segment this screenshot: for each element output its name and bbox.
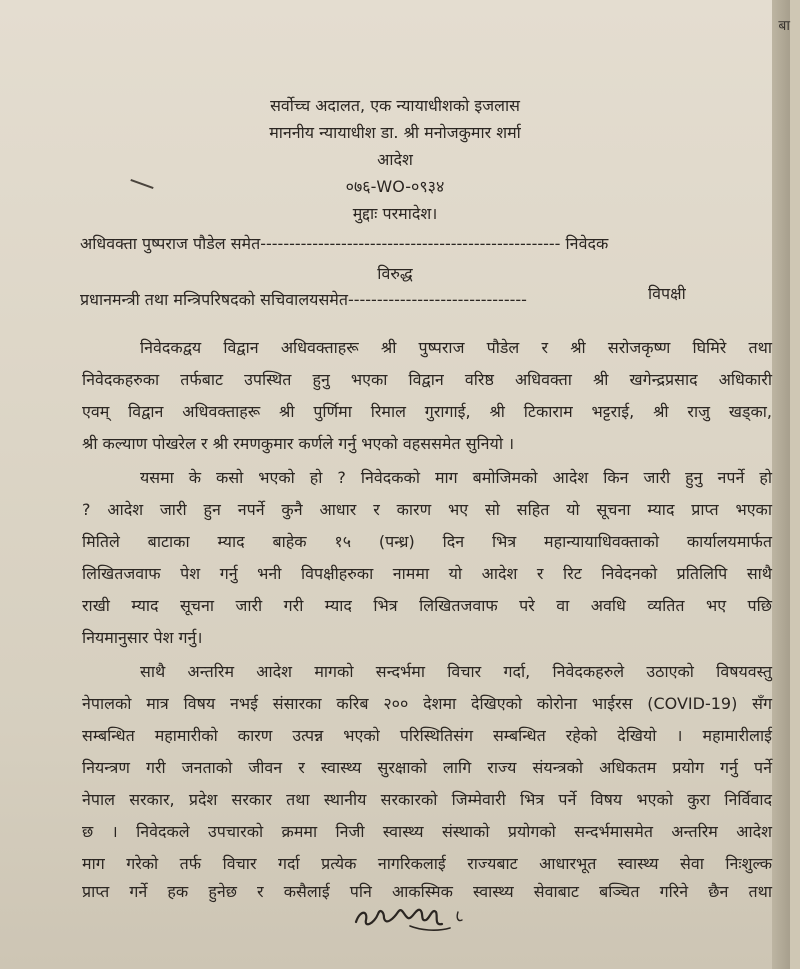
case-number: ०७६-WO-०९३४ (345, 177, 445, 196)
paragraph-3-line-2: नेपालको मात्र विषय नभई संसारका करिब २०० देशमा देखिएको कोरोना भाईरस (COVID-19) सँग (82, 694, 772, 713)
paragraph-1-line-2: निवेदकहरुका तर्फबाट उपस्थित हुनु भएका विद्वान वरिष्ठ अधिवक्ता श्री खगेन्द्रप्रसाद अधिकारी (82, 370, 772, 389)
paragraph-3-line-6: छ । निवेदकले उपचारको क्रममा निजी स्वास्थ्य संस्थाको प्रयोगको सन्दर्भमासमेत अन्तरिम आदेश (82, 822, 772, 841)
paragraph-3-line-4: नियन्त्रण गरी जनताको जीवन र स्वास्थ्य सुरक्षाको लागि राज्य संयन्त्रको अधिकतम प्रयोग गर्नु पर्ने (82, 758, 772, 777)
paragraph-2-line-2: ? आदेश जारी हुन नपर्ने कुनै आधार र कारण भए सो सहित यो सूचना म्याद प्राप्त भएका (82, 500, 772, 519)
petitioner-line: अधिवक्ता पुष्पराज पौडेल समेत---------------------------------------------------- निवेदक (80, 234, 609, 253)
paragraph-3-line-5: नेपाल सरकार, प्रदेश सरकार तथा स्थानीय सरकारको जिम्मेवारी भित्र पर्ने विषय भएको कुरा निर्विवाद (82, 790, 772, 809)
judge-name: माननीय न्यायाधीश डा. श्री मनोजकुमार शर्मा (269, 123, 521, 142)
adjacent-page-text: बा (778, 18, 790, 34)
paragraph-2-line-1: यसमा के कसो भएको हो ? निवेदकको माग बमोजिमको आदेश किन जारी हुनु नपर्ने हो (140, 468, 772, 487)
paragraph-3-line-3: सम्बन्धित महामारीको कारण उत्पन्न भएको परिस्थितिसंग सम्बन्धित रहेको देखियो । महामारीलाई (82, 726, 772, 745)
paragraph-3-line-7: माग गरेको तर्फ विचार गर्दा प्रत्येक नागरिकलाई राज्यबाट आधारभूत स्वास्थ्य सेवा निःशुल्क (82, 854, 772, 873)
court-name: सर्वोच्च अदालत, एक न्यायाधीशको इजलास (270, 96, 520, 115)
paragraph-3-line-1: साथै अन्तरिम आदेश मागको सन्दर्भमा विचार गर्दा, निवेदकहरुले उठाएको विषयवस्तु (140, 662, 772, 681)
paragraph-2-line-6: नियमानुसार पेश गर्नु। (82, 628, 203, 647)
adjacent-page-edge (772, 0, 790, 969)
order-heading: आदेश (377, 150, 413, 169)
paragraph-3-line-8: प्राप्त गर्ने हक हुनेछ र कसैलाई पनि आकस्मिक स्वास्थ्य सेवाबाट बञ्चित गरिने छैन तथा (82, 882, 772, 901)
respondent-role: विपक्षी (648, 284, 686, 303)
respondent-line: प्रधानमन्त्री तथा मन्त्रिपरिषदको सचिवालयसमेत------------------------------- (80, 290, 527, 309)
signature-icon (350, 888, 470, 938)
case-subject: मुद्दाः परमादेश। (352, 204, 438, 223)
paragraph-1-line-1: निवेदकद्वय विद्वान अधिवक्ताहरू श्री पुष्पराज पौडेल र श्री सरोजकृष्ण घिमिरे तथा (140, 338, 772, 357)
paragraph-1-line-4: श्री कल्याण पोखरेल र श्री रमणकुमार कर्णले गर्नु भएको वहससमेत सुनियो । (82, 434, 515, 453)
paragraph-2-line-4: लिखितजवाफ पेश गर्नु भनी विपक्षीहरुका नाममा यो आदेश र रिट निवेदनको प्रतिलिपि साथै (82, 564, 772, 583)
paragraph-1-line-3: एवम् विद्वान अधिवक्ताहरू श्री पुर्णिमा रिमाल गुरागाई, श्री टिकाराम भट्टराई, श्री राजु खड्का, (82, 402, 772, 421)
paragraph-2-line-3: मितिले बाटाका म्याद बाहेक १५ (पन्ध्र) दिन भित्र महान्यायाधिवक्ताको कार्यालयमार्फत (82, 532, 772, 551)
versus-label: विरुद्ध (377, 264, 413, 283)
paragraph-2-line-5: राखी म्याद सूचना जारी गरी म्याद भित्र लिखितजवाफ परे वा अवधि व्यतित भए पछि (82, 596, 772, 615)
